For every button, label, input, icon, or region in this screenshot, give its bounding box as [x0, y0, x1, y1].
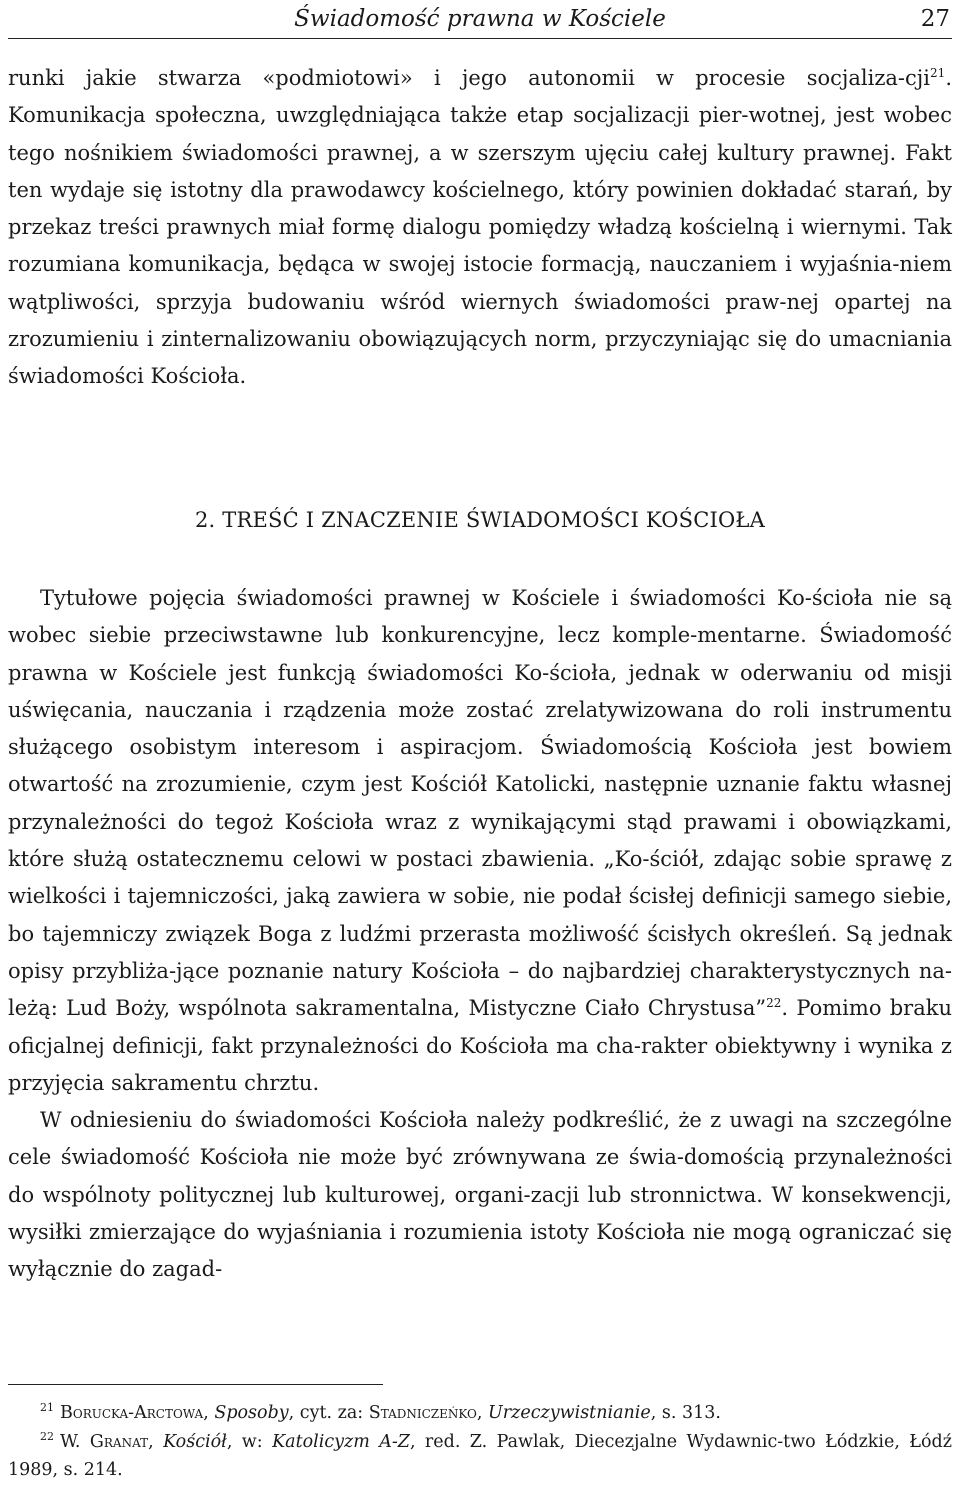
footnote-title: Urzeczywistnianie	[488, 1403, 651, 1423]
footnote-author: Stadniczeńko	[368, 1403, 477, 1423]
footnote-text: , w:	[226, 1431, 273, 1452]
paragraph: W odniesieniu do świadomości Kościoła należy podkreślić, że z uwagi na szczególne cele świadomość Kościoła nie może być zrównywana ze świa-domością przynależności do wspólnoty politycznej lub kulturowej, organi-zacji lub stronnictwa. W konsekwencji, wysiłki zmierzające do wyjaśniania i rozumienia istoty Kościoła nie mogą ograniczać się wyłącznie do zagad-	[8, 1108, 952, 1282]
paragraph-text: runki jakie stwarza «podmiotowi» i jego autonomii w procesie socjaliza-cji	[8, 66, 931, 90]
footnote-text: ,	[148, 1431, 164, 1452]
footnote-title: Kościół	[163, 1431, 227, 1452]
body-text-top	[8, 60, 952, 396]
footnote-title: Katolicyzm A-Z	[272, 1431, 410, 1452]
footnote-text: , red. Z. Pawlak, Diecezjalne Wydawnic-two Łódzkie, Łódź 1989, s. 214.	[8, 1431, 952, 1480]
footnote-text: W.	[60, 1431, 90, 1452]
footnote-ref-22[interactable]: 22	[766, 996, 782, 1011]
paragraph-text: Tytułowe pojęcia świadomości prawnej w Kościele i świadomości Ko-ścioła nie są wobec siebie przeciwstawne lub konkurencyjne, lecz komple-mentarne. Świadomość prawna w Kościele jest funkcją świadomości Ko-ścioła, jednak w oderwaniu od misji uświęcania, nauczania i rządzenia może zostać zrelatywizowana do roli instrumentu służącego osobistym interesom i aspiracjom. Świadomością Kościoła jest bowiem otwartość na zrozumienie, czym jest Kościół Katolicki, następnie uznanie faktu własnej przynależności do tegoż Kościoła wraz z wynikającymi stąd prawami i obowiązkami, które służą ostatecznemu celowi w postaci zbawienia. „Ko-ściół, zdając sobie sprawę z wielkości i tajemniczości, jaką zawiera w sobie, nie podał ścisłej definicji samego siebie, bo tajemniczy związek Boga z ludźmi przerasta możliwość ścisłych określeń. Są jednak opisy przybliża-jące poznanie natury Kościoła – do najbardziej charakterystycznych na-leżą: Lud Boży, wspólnota sakramentalna, Mistyczne Ciało Chrystusa”	[8, 586, 952, 1021]
body-text-section	[8, 580, 952, 1289]
running-title: Świadomość prawna w Kościele	[294, 6, 666, 32]
footnote-divider	[8, 1384, 383, 1385]
footnote-text: , s. 313.	[650, 1403, 721, 1423]
footnote-author: Granat	[89, 1431, 149, 1452]
footnote-22	[8, 1428, 952, 1485]
footnote-author: Borucka-Arctowa	[60, 1403, 204, 1423]
footnotes	[8, 1399, 952, 1485]
footnote-text: ,	[476, 1403, 489, 1423]
paragraph-text: . Pomimo braku oficjalnej definicji, fakt przynależności do Kościoła ma cha-rakter obiektywny i wynika z przyjęcia sakramentu chrztu.	[8, 996, 952, 1095]
section-heading: 2. TREŚĆ I ZNACZENIE ŚWIADOMOŚCI KOŚCIOŁA	[194, 508, 766, 532]
paragraph	[8, 580, 952, 1102]
running-header	[8, 2, 952, 39]
footnote-number: 21	[40, 1401, 54, 1415]
footnote-ref-21[interactable]: 21	[930, 66, 946, 80]
paragraph-text: . Komunikacja społeczna, uwzględniająca także etap socjalizacji pier-wotnej, jest wobec tego nośnikiem świadomości prawnej, a w szerszym ujęciu całej kultury prawnej. Fakt ten wydaje się istotny dla prawodawcy kościelnego, który powinien dokładać starań, by przekaz treści prawnych miał formę dialogu pomiędzy władzą kościelną i wiernymi. Tak rozumiana komunikacja, będąca w swojej istocie formacją, nauczaniem i wyjaśnia-niem wątpliwości, sprzyja budowaniu wśród wiernych świadomości praw-nej opartej na zrozumieniu i zinternalizowaniu obowiązujących norm, przyczyniając się do umacniania świadomości Kościoła.	[8, 66, 952, 389]
footnote-title: Sposoby	[214, 1403, 289, 1423]
footnote-number: 22	[40, 1429, 54, 1443]
footnote-text: , cyt. za:	[288, 1403, 369, 1423]
footnote-text: ,	[203, 1403, 215, 1423]
page-number: 27	[920, 6, 950, 32]
paragraph-continuation	[8, 60, 952, 396]
footnote-21	[8, 1399, 952, 1428]
